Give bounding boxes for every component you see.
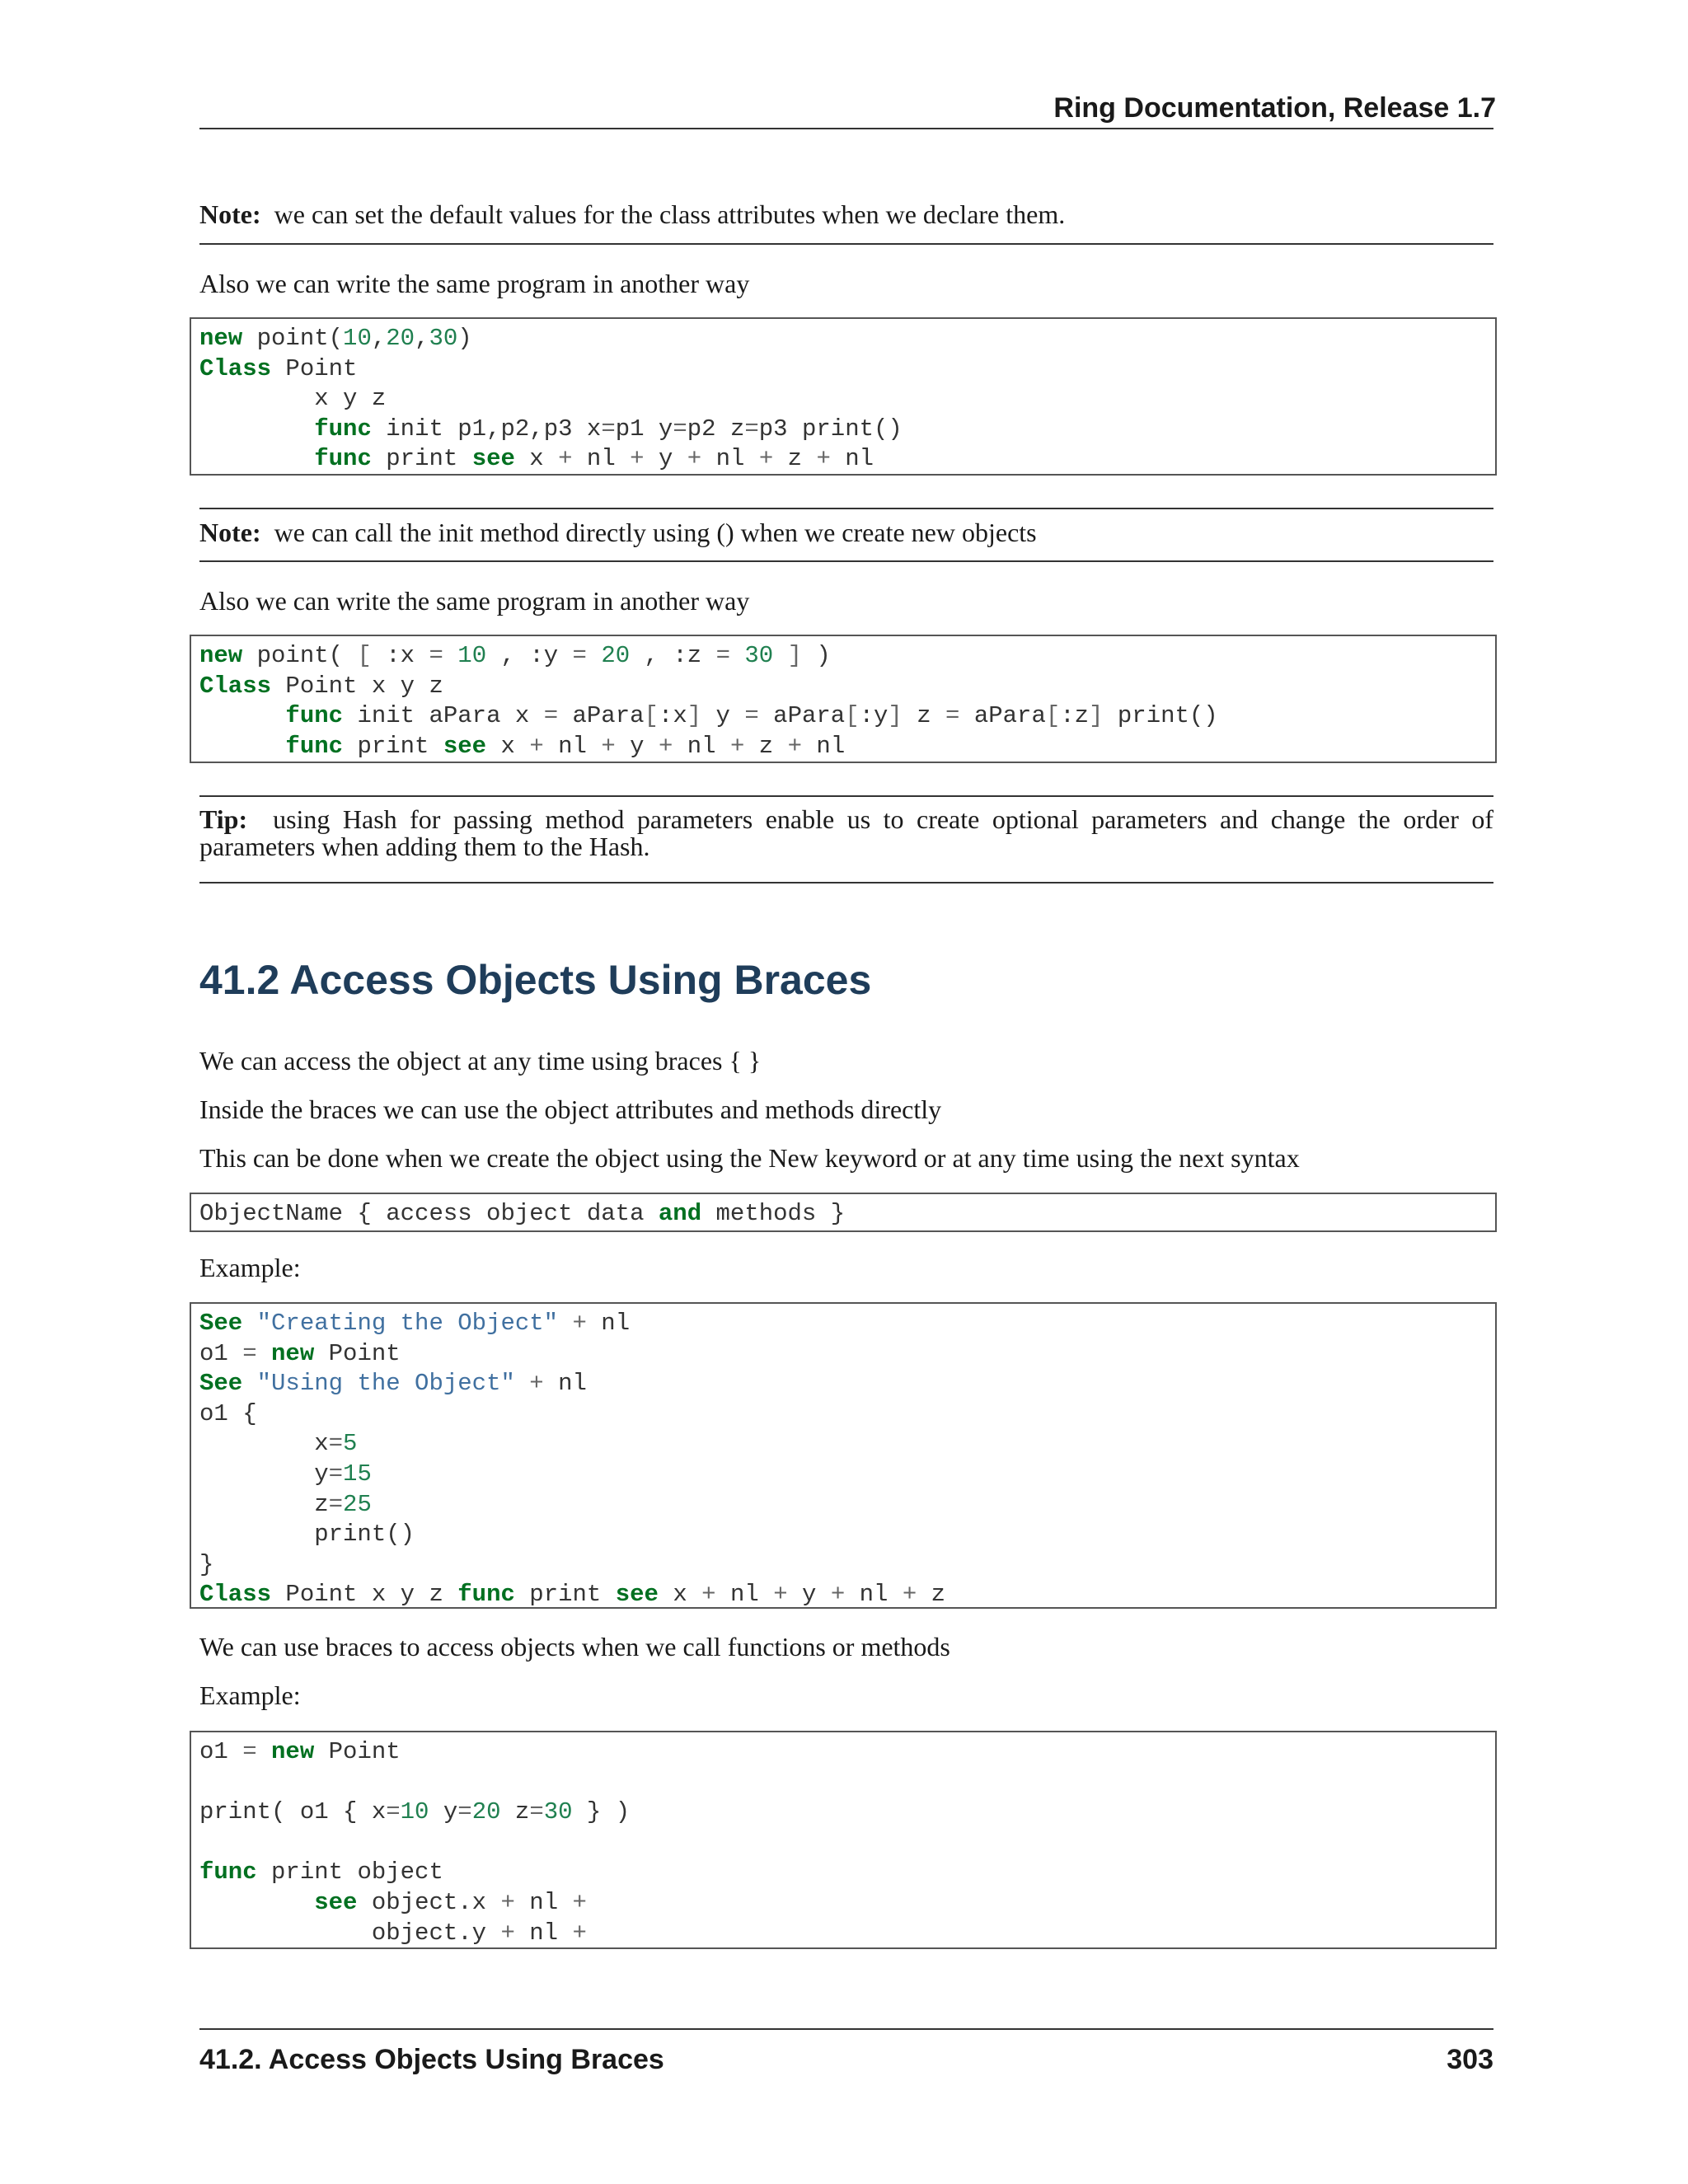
note-rule — [199, 508, 1493, 509]
code-block-2: new point( [ :x = 10 , :y = 20 , :z = 30 ] ) Class Point x y z func init aPara x = aPara[:x] y = aPara[:y] z = aPara[:z] print() func print see x + nl + y + nl + z + nl — [190, 635, 1497, 763]
tip-rule — [199, 795, 1493, 797]
paragraph-functions-methods: We can use braces to access objects when we call functions or methods — [199, 1632, 950, 1661]
note-label: Note: — [199, 199, 261, 229]
tip-rule — [199, 882, 1493, 883]
footer-rule — [199, 2028, 1493, 2030]
note-label: Note: — [199, 518, 261, 547]
paragraph-braces-intro: We can access the object at any time using braces { } — [199, 1046, 762, 1076]
note-rule — [199, 243, 1493, 245]
note-rule — [199, 560, 1493, 562]
note-text: we can set the default values for the class attributes when we declare them. — [274, 199, 1066, 229]
paragraph-braces-syntax: This can be done when we create the object using the New keyword or at any time using the next syntax — [199, 1143, 1300, 1173]
tip-label: Tip: — [199, 804, 248, 834]
paragraph-another-way: Also we can write the same program in another way — [199, 269, 750, 298]
header-rule — [199, 128, 1493, 129]
paragraph-example: Example: — [199, 1253, 301, 1282]
page-number: 303 — [1447, 2044, 1493, 2075]
code-block-example-2: o1 = new Point print( o1 { x=10 y=20 z=30 } ) func print object see object.x + nl + object.y + nl + — [190, 1731, 1497, 1949]
tip-text: using Hash for passing method parameters enable us to create optional parameters and change the order of parameters when adding them to the Hash. — [199, 804, 1494, 861]
code-block-example-1: See "Creating the Object" + nl o1 = new Point See "Using the Object" + nl o1 { x=5 y=15 z=25 print() } Class Point x y z func print see x + nl + y + nl + z — [190, 1302, 1497, 1609]
note-default-values — [199, 199, 1065, 230]
code-block-1: new point(10,20,30) Class Point x y z func init p1,p2,p3 x=p1 y=p2 z=p3 print() func print see x + nl + y + nl + z + nl — [190, 317, 1497, 476]
header-title: Ring Documentation, Release 1.7 — [1053, 92, 1496, 124]
note-text: we can call the init method directly using () when we create new objects — [274, 518, 1037, 547]
paragraph-example: Example: — [199, 1680, 301, 1710]
tip-hash-parameters — [199, 806, 1493, 860]
footer-section-title: 41.2. Access Objects Using Braces — [199, 2044, 664, 2075]
code-block-syntax: ObjectName { access object data and methods } — [190, 1193, 1497, 1232]
paragraph-braces-inside: Inside the braces we can use the object attributes and methods directly — [199, 1094, 942, 1124]
paragraph-another-way: Also we can write the same program in another way — [199, 586, 750, 616]
note-init-directly — [199, 517, 1037, 548]
section-title: 41.2 Access Objects Using Braces — [199, 957, 872, 1003]
